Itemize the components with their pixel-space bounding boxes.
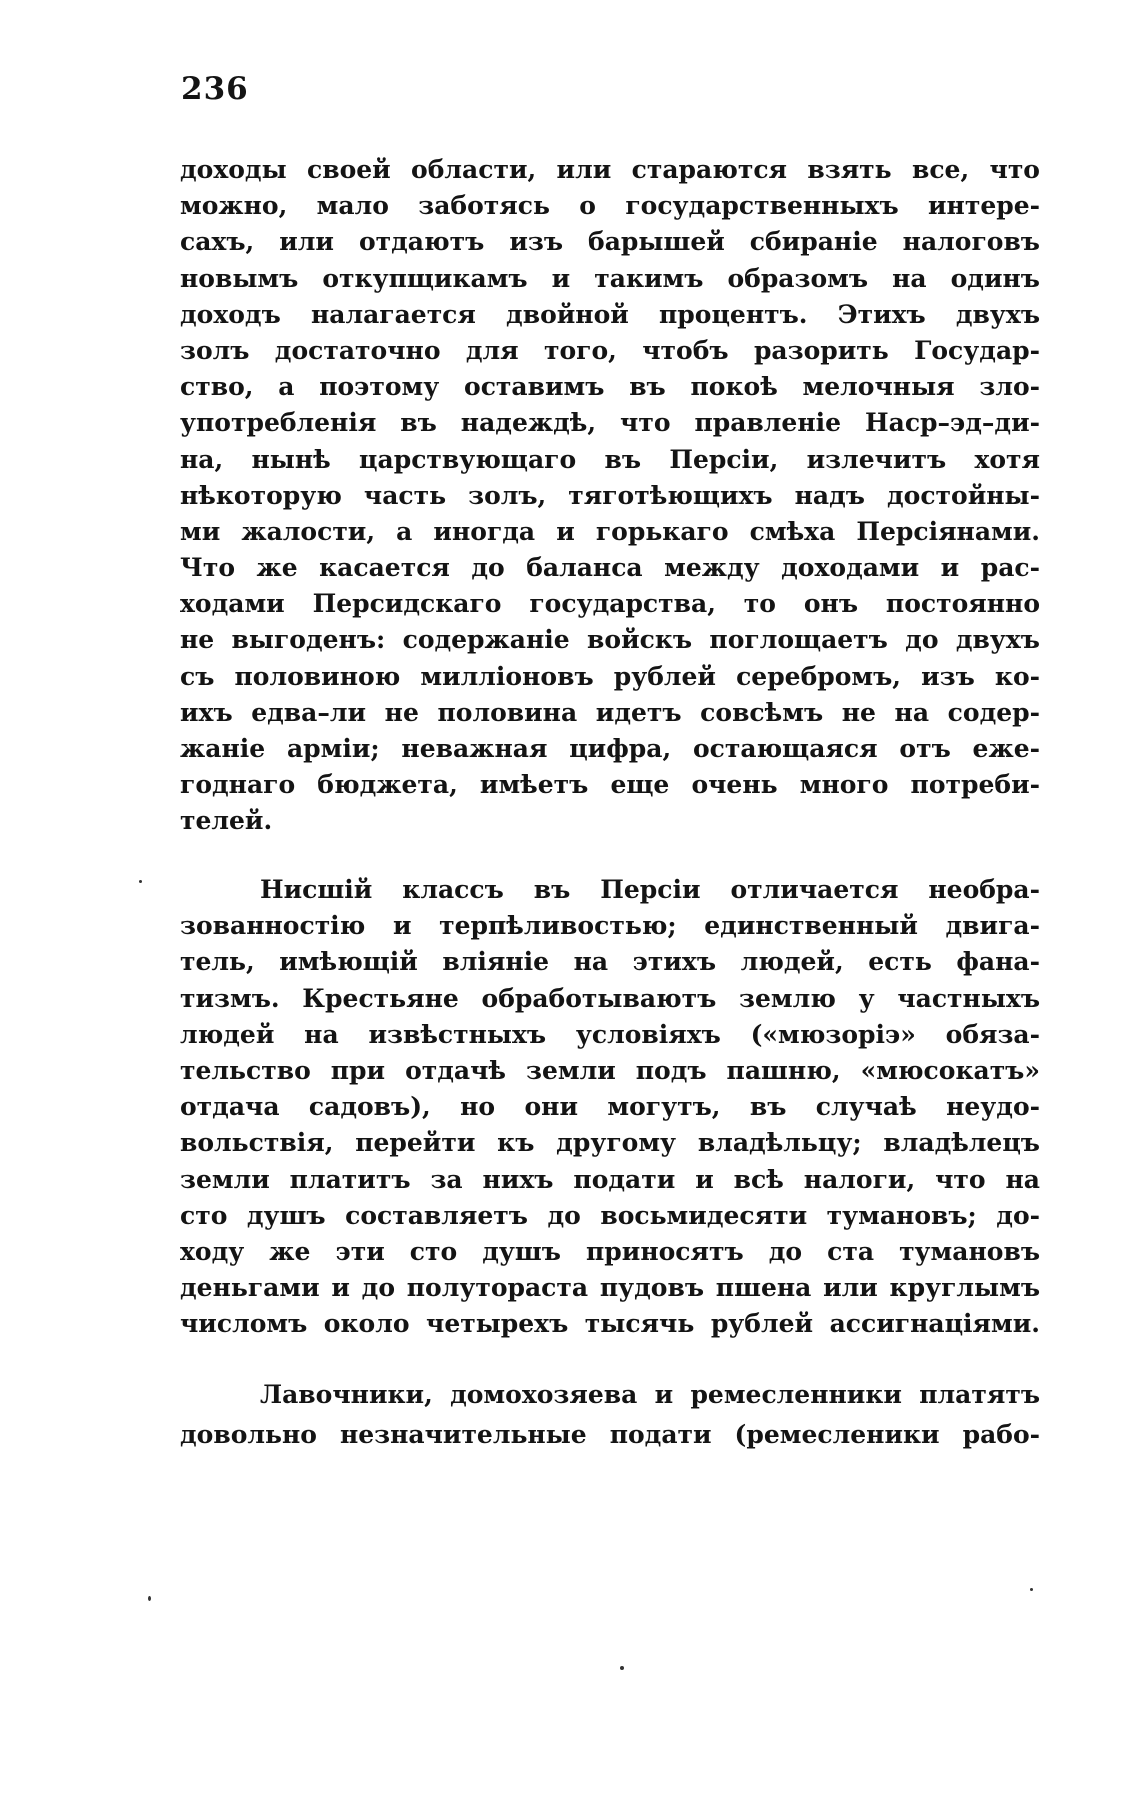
- text-line: людей на извѣстныхъ условіяхъ («мюзоріэ» обяза-: [180, 1019, 1040, 1049]
- text-line: ми жалости, а иногда и горькаго смѣха Персіянами.: [180, 516, 1040, 546]
- text-line: ихъ едва–ли не половина идетъ совсѣмъ не на содер-: [180, 697, 1040, 727]
- scan-speck: [139, 880, 142, 883]
- scan-speck: [620, 1666, 624, 1670]
- paragraph-2: [180, 872, 1040, 1342]
- paragraph-1: [180, 152, 1040, 840]
- text-line: вольствія, перейти къ другому владѣльцу; владѣлецъ: [180, 1128, 1040, 1158]
- scan-speck: [1030, 1588, 1033, 1591]
- text-line: ство, а поэтому оставимъ въ покоѣ мелочныя зло-: [180, 372, 1040, 402]
- text-line: телей.: [180, 806, 273, 836]
- text-line: зованностію и терпѣливостью; единственный двига-: [180, 911, 1040, 941]
- text-line: земли платитъ за нихъ подати и всѣ налоги, что на: [180, 1164, 1040, 1194]
- text-line: новымъ откупщикамъ и такимъ образомъ на одинъ: [180, 263, 1040, 293]
- text-line: ходами Персидскаго государства, то онъ постоянно: [180, 589, 1040, 619]
- paragraph-3: [180, 1375, 1040, 1455]
- page-number: 236: [181, 71, 249, 107]
- text-line: на, нынѣ царствующаго въ Персіи, излечитъ хотя: [180, 444, 1040, 474]
- text-line: жаніе арміи; неважная цифра, остающаяся отъ еже-: [180, 734, 1040, 763]
- text-line: тизмъ. Крестьяне обработываютъ землю у частныхъ: [180, 983, 1040, 1013]
- text-line: Лавочники, домохозяева и ремесленники платятъ: [260, 1380, 1040, 1409]
- text-line: нѣкоторую часть золъ, тяготѣющихъ надъ достойны-: [180, 480, 1040, 510]
- text-line: сахъ, или отдаютъ изъ барышей сбираніе налоговъ: [180, 227, 1040, 257]
- text-line: числомъ около четырехъ тысячь рублей ассигнаціями.: [180, 1309, 1040, 1339]
- text-line: употребленія въ надеждѣ, что правленіе Наср–эд–ди-: [180, 408, 1040, 438]
- text-line: можно, мало заботясь о государственныхъ интере-: [180, 191, 1040, 221]
- text-line: довольно незначительные подати (ремесленики рабо-: [180, 1420, 1040, 1449]
- text-line: тель, имѣющій вліяніе на этихъ людей, есть фана-: [180, 947, 1040, 977]
- text-line: доходъ налагается двойной процентъ. Этихъ двухъ: [180, 299, 1040, 329]
- scan-speck: [148, 1596, 151, 1601]
- text-line: Что же касается до баланса между доходами и рас-: [180, 553, 1040, 583]
- text-line: деньгами и до полутораста пудовъ пшена или круглымъ: [180, 1273, 1040, 1303]
- text-line: не выгоденъ: содержаніе войскъ поглощаетъ до двухъ: [180, 625, 1040, 655]
- text-line: доходы своей области, или стараются взять все, что: [180, 155, 1040, 184]
- text-line: ходу же эти сто душъ приносятъ до ста тумановъ: [180, 1236, 1040, 1266]
- text-line: сто душъ составляетъ до восьмидесяти тумановъ; до-: [180, 1200, 1040, 1230]
- text-line: годнаго бюджета, имѣетъ еще очень много потреби-: [180, 770, 1040, 800]
- text-line: отдача садовъ), но они могутъ, въ случаѣ неудо-: [180, 1092, 1040, 1122]
- text-line: тельство при отдачѣ земли подъ пашню, «мюсокатъ»: [180, 1055, 1040, 1085]
- text-line: золъ достаточно для того, чтобъ разорить Государ-: [180, 335, 1040, 365]
- text-line: съ половиною милліоновъ рублей серебромъ, изъ ко-: [180, 661, 1040, 691]
- text-line: Нисшій классъ въ Персіи отличается необра-: [260, 875, 1040, 904]
